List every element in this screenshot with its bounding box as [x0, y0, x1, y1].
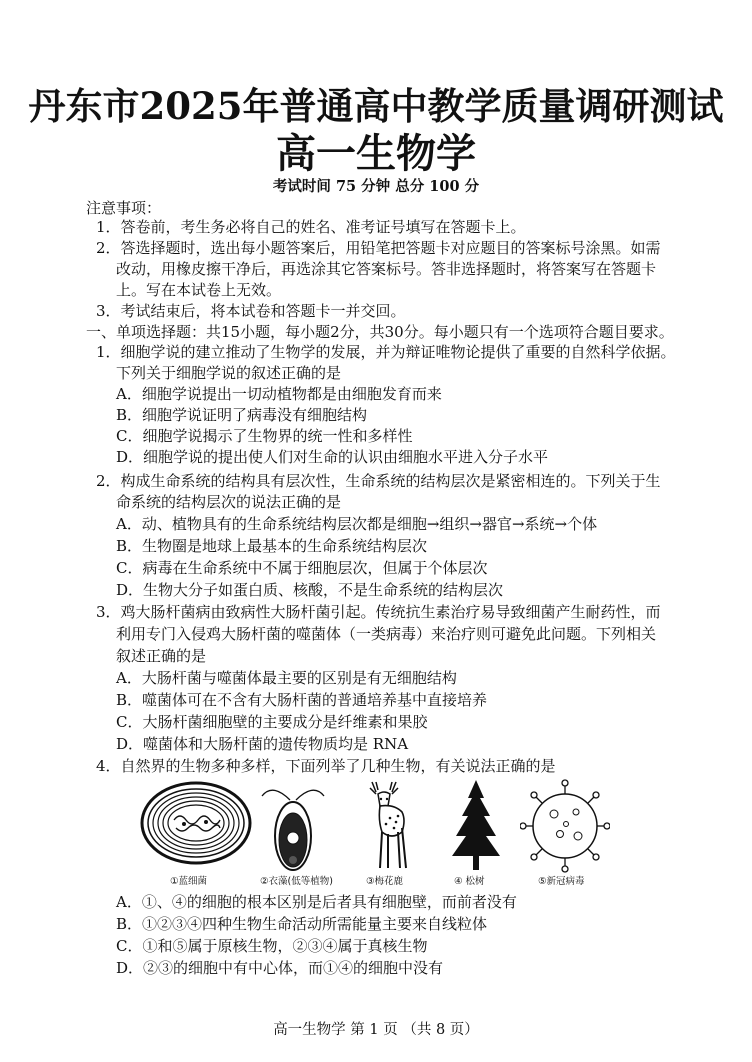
exam-time-and-score: 考试时间 75 分钟 总分 100 分	[272, 178, 480, 195]
question-2-option-a: A．动、植物具有的生命系统结构层次都是细胞→组织→器官→系统→个体	[116, 515, 598, 533]
pine-tree-illustration	[448, 778, 504, 878]
question-2-stem: 2．构成生命系统的结构具有层次性，生命系统的结构层次是紧密相连的。下列关于生	[96, 472, 661, 490]
question-1-option-c: C．细胞学说揭示了生物界的统一性和多样性	[116, 427, 413, 445]
cyanobacteria-illustration	[140, 778, 252, 874]
exam-title: 丹东市2025年普通高中教学质量调研测试	[28, 84, 724, 128]
notice-item: 3．考试结束后，将本试卷和答题卡一并交回。	[96, 302, 406, 320]
question-4-option-c: C．①和⑤属于原核生物，②③④属于真核生物	[116, 937, 428, 955]
question-1-option-b: B．细胞学说证明了病毒没有细胞结构	[116, 406, 368, 424]
question-1-stem: 1．细胞学说的建立推动了生物学的发展，并为辩证唯物论提供了重要的自然科学依据。	[96, 343, 676, 361]
question-3-stem-continued: 叙述正确的是	[116, 647, 207, 665]
notice-heading: 注意事项：	[86, 199, 162, 217]
exam-subject: 高一生物学	[276, 131, 476, 177]
figure-caption-2: ②衣藻(低等植物)	[260, 876, 333, 887]
question-2-stem-continued: 命系统的结构层次的说法正确的是	[116, 493, 342, 511]
sika-deer-illustration	[352, 778, 422, 878]
question-3-option-a: A．大肠杆菌与噬菌体最主要的区别是有无细胞结构	[116, 669, 457, 687]
question-2-option-c: C．病毒在生命系统中不属于细胞层次，但属于个体层次	[116, 559, 488, 577]
page-footer: 高一生物学 第 1 页 （共 8 页）	[273, 1022, 479, 1038]
figure-caption-4: ④ 松树	[454, 876, 485, 887]
coronavirus-illustration	[520, 778, 610, 878]
question-3-option-b: B．噬菌体可在不含有大肠杆菌的普通培养基中直接培养	[116, 691, 488, 709]
section-heading: 一、单项选择题：共15小题，每小题2分，共30分。每小题只有一个选项符合题目要求。	[86, 323, 674, 341]
question-4-option-d: D．②③的细胞中有中心体，而①④的细胞中没有	[116, 959, 444, 977]
question-4-option-a: A．①、④的细胞的根本区别是后者具有细胞壁，而前者没有	[116, 893, 517, 911]
figure-caption-1: ①蓝细菌	[170, 876, 208, 887]
question-1-stem-continued: 下列关于细胞学说的叙述正确的是	[116, 364, 342, 382]
notice-item-continued: 改动，用橡皮擦干净后，再选涂其它答案标号。答非选择题时，将答案写在答题卡	[116, 260, 657, 278]
notice-item: 2．答选择题时，选出每小题答案后，用铅笔把答题卡对应题目的答案标号涂黑。如需	[96, 239, 661, 257]
question-1-option-d: D．细胞学说的提出使人们对生命的认识由细胞水平进入分子水平	[116, 448, 549, 466]
question-2-option-d: D．生物大分子如蛋白质、核酸，不是生命系统的结构层次	[116, 581, 504, 599]
question-1-option-a: A．细胞学说提出一切动植物都是由细胞发育而来	[116, 385, 442, 403]
notice-item-continued: 上。写在本试卷上无效。	[116, 281, 282, 299]
question-3-option-d: D．噬菌体和大肠杆菌的遗传物质均是 RNA	[116, 735, 409, 753]
question-4-stem: 4．自然界的生物多种多样，下面列举了几种生物，有关说法正确的是	[96, 757, 556, 775]
question-4-option-b: B．①②③④四种生物生命活动所需能量主要来自线粒体	[116, 915, 488, 933]
chlamydomonas-illustration	[258, 778, 328, 878]
question-2-option-b: B．生物圈是地球上最基本的生命系统结构层次	[116, 537, 428, 555]
question-3-option-c: C．大肠杆菌细胞壁的主要成分是纤维素和果胶	[116, 713, 428, 731]
question-3-stem: 3．鸡大肠杆菌病由致病性大肠杆菌引起。传统抗生素治疗易导致细菌产生耐药性，而	[96, 603, 661, 621]
notice-item: 1．答卷前，考生务必将自己的姓名、准考证号填写在答题卡上。	[96, 218, 526, 236]
figure-caption-5: ⑤新冠病毒	[538, 876, 585, 887]
figure-caption-3: ③梅花鹿	[366, 876, 404, 887]
question-4-figure	[130, 778, 610, 890]
question-3-stem-continued: 利用专门入侵鸡大肠杆菌的噬菌体（一类病毒）来治疗则可避免此问题。下列相关	[116, 625, 657, 643]
